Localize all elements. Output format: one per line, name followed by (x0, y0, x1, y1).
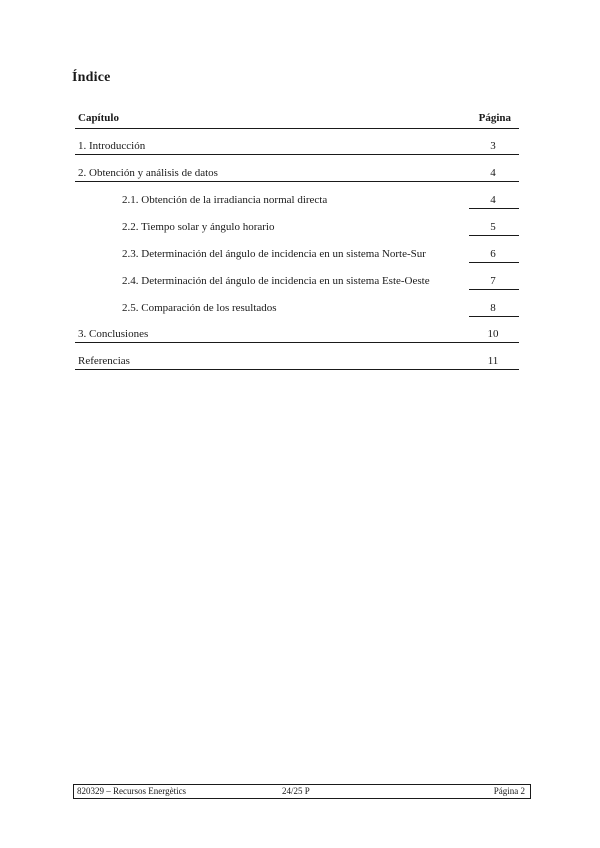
toc-subentry-2-5[interactable] (118, 300, 519, 316)
toc-subentry-2-1[interactable] (118, 192, 519, 208)
footer-term: 24/25 P (282, 786, 310, 796)
toc-entry-page: 6 (490, 248, 496, 260)
toc-entry-page: 4 (490, 194, 496, 206)
footer-course: 820329 – Recursos Energètics (77, 786, 187, 796)
toc-subentry-2-3[interactable] (118, 246, 519, 262)
toc-entry-title: 2.2. Tiempo solar y ángulo horario (122, 221, 275, 233)
toc-entry-title: 2. Obtención y análisis de datos (78, 167, 218, 179)
toc-entry-title: 2.3. Determinación del ángulo de incidencia en un sistema Norte-Sur (122, 248, 426, 260)
toc-entry-title: 2.1. Obtención de la irradiancia normal directa (122, 194, 328, 206)
toc-page-cell (469, 219, 519, 236)
page-column-header: Página (478, 112, 511, 124)
toc-entry-title: 2.4. Determinación del ángulo de incidencia en un sistema Este-Oeste (122, 275, 430, 287)
toc-entry-page: 5 (490, 221, 496, 233)
toc-page-cell (469, 192, 519, 209)
page-footer (73, 784, 531, 799)
chapter-column-header: Capítulo (78, 112, 119, 124)
page-title: Índice (72, 70, 111, 85)
toc-entry-title: Referencias (78, 355, 130, 367)
toc-entry-title: 1. Introducción (78, 140, 146, 152)
toc-page-cell (469, 273, 519, 290)
toc-subentry-2-2[interactable] (118, 219, 519, 235)
toc-entry-page: 3 (490, 140, 496, 152)
toc-entry-obtencion-analisis[interactable] (75, 165, 519, 182)
toc-entry-conclusiones[interactable] (75, 326, 519, 343)
toc-header (75, 110, 519, 129)
toc-entry-page: 11 (487, 355, 499, 367)
toc-entry-page: 8 (490, 302, 496, 314)
toc-entry-referencias[interactable] (75, 353, 519, 370)
toc-entry-page: 4 (490, 167, 496, 179)
toc-entry-title: 2.5. Comparación de los resultados (122, 302, 277, 314)
toc-entry-page: 10 (487, 328, 499, 340)
toc-entry-introduccion[interactable] (75, 138, 519, 155)
toc-page-cell (469, 246, 519, 263)
toc-page-cell (469, 300, 519, 317)
toc-entry-title: 3. Conclusiones (78, 328, 149, 340)
toc-entry-page: 7 (490, 275, 496, 287)
footer-page-number: Página 2 (493, 786, 525, 796)
toc-subentry-2-4[interactable] (118, 273, 519, 289)
